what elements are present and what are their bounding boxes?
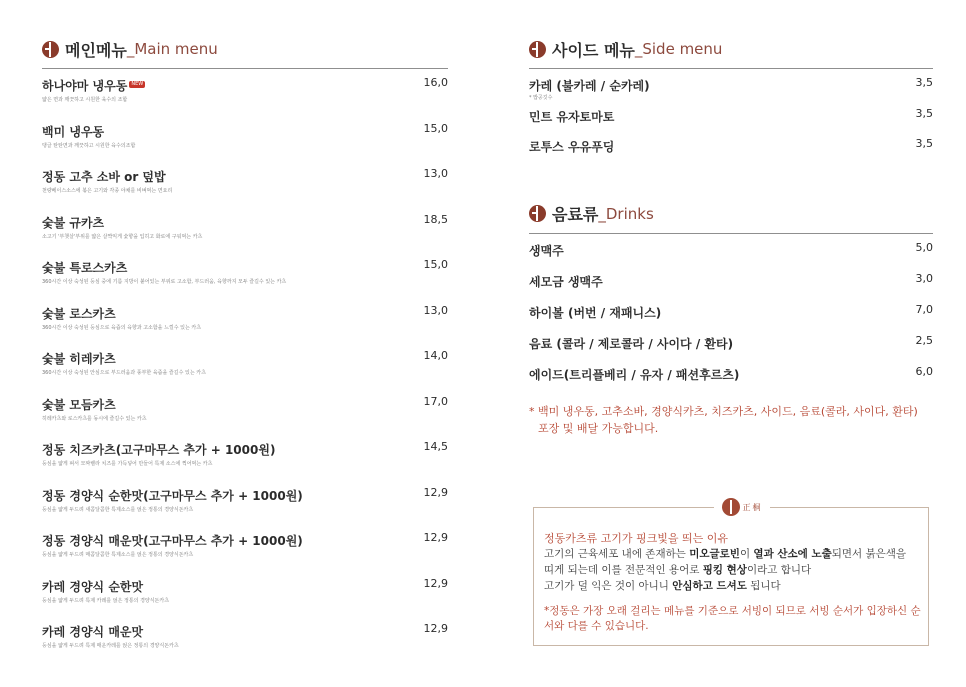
menu-item: [42, 166, 448, 212]
text: 이라고 합니다: [746, 564, 812, 576]
menu-item-name: 민트 유자토마토: [529, 109, 615, 124]
menu-item: [42, 394, 448, 440]
info-line-1: [544, 546, 924, 562]
menu-item-price: 14,5: [423, 440, 448, 453]
menu-item-desc: 360시간 이상 숙성된 안심으로 부드러움과 풍부한 육즙을 즐길수 있는 카츠: [42, 370, 206, 376]
menu-item-name: 정동 경양식 매운맛(고구마무스 추가 + 1000원): [42, 534, 303, 548]
menu-item-desc: 360시간 이상 숙성된 등심으로 육즙의 육향과 고소함을 느낄수 있는 카츠: [42, 324, 202, 331]
menu-item-price: 12,9: [423, 622, 448, 635]
menu-item: [42, 576, 448, 622]
text-bold: 핑킹 현상: [702, 564, 747, 576]
menu-item-name: 하나야마 냉우동: [42, 79, 128, 93]
menu-item-desc: 등심을 얇게 두드려 특제 카레를 얹은 정통의 경양식돈카츠: [42, 597, 170, 604]
menu-item: [42, 530, 448, 576]
menu-item-name: 백미 냉우동: [42, 124, 105, 139]
side-menu-section: [529, 36, 933, 395]
box-logo: [714, 497, 770, 517]
menu-item-name: 에이드(트리플베리 / 유자 / 패션후르츠): [529, 367, 740, 382]
info-line-2: [544, 562, 924, 578]
side-menu-title: 사이드 메뉴: [552, 40, 635, 60]
serving-order-warning: *정동은 가장 오래 걸리는 메뉴를 기준으로 서빙이 되므로 서빙 순서가 입장하신 순서와 다를 수 있습니다.: [544, 605, 921, 632]
drinks-title: 음료류: [552, 205, 599, 224]
menu-item-name: 로투스 우유푸딩: [529, 140, 615, 154]
menu-item: [529, 136, 933, 167]
menu-item: [42, 212, 448, 258]
info-line-3: [544, 578, 924, 594]
text: 되면서 붉은색을: [831, 548, 907, 560]
menu-item-desc: 히레카츠와 로스카츠를 동시에 즐길수 있는 카츠: [42, 415, 147, 422]
brand-logo-icon: [722, 498, 740, 516]
new-badge: NEW: [131, 81, 144, 87]
text-bold: 열과 산소에 노출: [753, 548, 832, 560]
main-menu-header: [42, 36, 448, 62]
menu-item-name: 숯불 규카츠: [42, 215, 105, 230]
info-box-body: [544, 546, 924, 594]
menu-item-price: 18,5: [423, 212, 448, 226]
main-menu-title-en: _Main menu: [126, 40, 218, 58]
menu-item: [529, 106, 933, 137]
drinks-title-en: _Drinks: [598, 204, 654, 223]
menu-item-price: 3,0: [915, 271, 933, 285]
takeout-note: [529, 403, 933, 437]
menu-item-name: 카레 경양식 매운맛: [42, 625, 144, 639]
menu-item-name: 세모금 생맥주: [529, 274, 603, 289]
text-bold: 미오글로빈: [689, 548, 740, 560]
brand-logo-icon: [42, 41, 59, 58]
takeout-note-line1: * 백미 냉우동, 고추소바, 경양식카츠, 치즈카츠, 사이드, 음료(콜라, 사이다, 환타): [529, 405, 918, 418]
menu-item-price: 12,9: [423, 576, 448, 590]
menu-item: [529, 302, 933, 333]
brand-logo-icon: [529, 41, 546, 58]
text-bold: 안심하고 드셔도: [672, 580, 747, 592]
menu-item-price: 12,9: [423, 485, 448, 499]
menu-item-desc: 360시간 이상 숙성된 등심 중에 기름 지방이 붙어있는 부위로 고소함, 부드러움, 육향까지 모두 즐길수 있는 카츠: [42, 279, 287, 285]
menu-item-name: 생맥주: [529, 243, 564, 258]
menu-item-price: 14,0: [423, 349, 448, 362]
info-box-title: 정동카츠류 고기가 핑크빛을 띄는 이유: [544, 532, 729, 545]
menu-item-desc: 천량베이스소스에 볶은 고기와 각종 야채를 비벼먹는 면요리: [42, 188, 173, 194]
menu-item: [42, 257, 448, 303]
menu-item-price: 12,9: [423, 531, 448, 544]
divider: [529, 233, 933, 234]
menu-item-name: 정동 치즈카츠(고구마무스 추가 + 1000원): [42, 443, 276, 457]
text: 됩니다: [746, 580, 781, 592]
text: 띠게 되는데 이를 전문적인 용어로: [544, 564, 703, 576]
main-menu-section: [42, 36, 448, 667]
menu-item-price: 3,5: [915, 76, 933, 89]
menu-item-name: 숯불 로스카츠: [42, 306, 116, 321]
menu-item-desc: * 밥공깃수: [529, 95, 553, 101]
menu-item-name: 정동 경양식 순한맛(고구마무스 추가 + 1000원): [42, 488, 303, 503]
menu-item: [529, 271, 933, 302]
menu-item-name: 숯불 특로스카츠: [42, 261, 128, 275]
menu-item-desc: 등심을 얇게 두드려 특제 매운카레를 얹은 정통의 경양식돈카츠: [42, 643, 179, 649]
menu-item-price: 15,0: [423, 258, 448, 271]
divider: [42, 68, 448, 69]
menu-item-price: 13,0: [423, 167, 448, 180]
menu-item-price: 5,0: [915, 240, 933, 254]
menu-item-price: 2,5: [915, 333, 933, 347]
menu-item-desc: 등심을 얇게 두드려 새콤달콤한 특제소스를 얹은 정통의 경양식돈카츠: [42, 506, 194, 513]
menu-item-desc: 소고기 '부챗살'부위를 얇은 살짝익게 숯향을 입히고 화로에 구워먹는 카츠: [42, 233, 203, 240]
menu-item-price: 15,0: [423, 121, 448, 135]
menu-item-name: 음료 (콜라 / 제로콜라 / 사이다 / 환타): [529, 336, 734, 351]
side-menu-header: [529, 36, 933, 62]
menu-item: [42, 75, 448, 121]
divider: [529, 68, 933, 69]
side-menu-title-en: _Side menu: [634, 40, 723, 58]
menu-item-desc: 얇은 면과 깨끗하고 시원한 육수의 조합: [42, 97, 128, 103]
drinks-list: [529, 240, 933, 395]
menu-item: [529, 240, 933, 271]
text: 이: [739, 548, 754, 560]
menu-item-name: 하이볼 (버번 / 재패니스): [529, 305, 662, 320]
main-menu-list: [42, 75, 448, 667]
menu-item-price: 13,0: [423, 303, 448, 317]
menu-item-name: 숯불 모듬카츠: [42, 397, 116, 412]
menu-item: [529, 333, 933, 364]
menu-item: [42, 621, 448, 667]
menu-item-name: 숯불 히레카츠: [42, 352, 116, 366]
logo-text: 正桐: [742, 502, 763, 512]
menu-item: [42, 121, 448, 167]
menu-item: [529, 364, 933, 395]
menu-item: [42, 348, 448, 394]
menu-item-desc: 탱글 탄탄면과 깨끗하고 시원한 육수의조합: [42, 142, 136, 149]
menu-item-price: 7,0: [915, 302, 933, 316]
text: 고기가 덜 익은 것이 아니니: [544, 580, 673, 592]
menu-item: [42, 439, 448, 485]
menu-item-desc: 등심을 얇게 펴서 모짜렐라 치즈를 가득넣어 만들어 특제 소스에 찍어먹는 카츠: [42, 461, 213, 467]
text: 고기의 근육세포 내에 존재하는: [544, 548, 690, 560]
menu-item-price: 3,5: [915, 137, 933, 150]
menu-item: [529, 75, 933, 106]
menu-item: [42, 485, 448, 531]
brand-logo-icon: [529, 205, 546, 222]
takeout-note-line2: 포장 및 배달 가능합니다.: [538, 422, 659, 435]
menu-item-name: 카레 경양식 순한맛: [42, 579, 144, 594]
drinks-header: [529, 201, 933, 227]
menu-item-name: 카레 (불카레 / 순카레): [529, 79, 650, 93]
menu-item-price: 3,5: [915, 106, 933, 120]
menu-item-desc: 등심을 얇게 두드려 매콤달콤한 특제소스를 얹은 정통의 경양식돈카츠: [42, 552, 194, 558]
info-box: [533, 502, 929, 646]
menu-item-price: 16,0: [423, 76, 448, 89]
menu-item: [42, 303, 448, 349]
menu-item-name: 정동 고추 소바 or 덮밥: [42, 170, 166, 184]
menu-item-price: 17,0: [423, 394, 448, 408]
side-menu-list: [529, 75, 933, 167]
menu-item-price: 6,0: [915, 364, 933, 378]
main-menu-title: 메인메뉴: [65, 40, 127, 60]
